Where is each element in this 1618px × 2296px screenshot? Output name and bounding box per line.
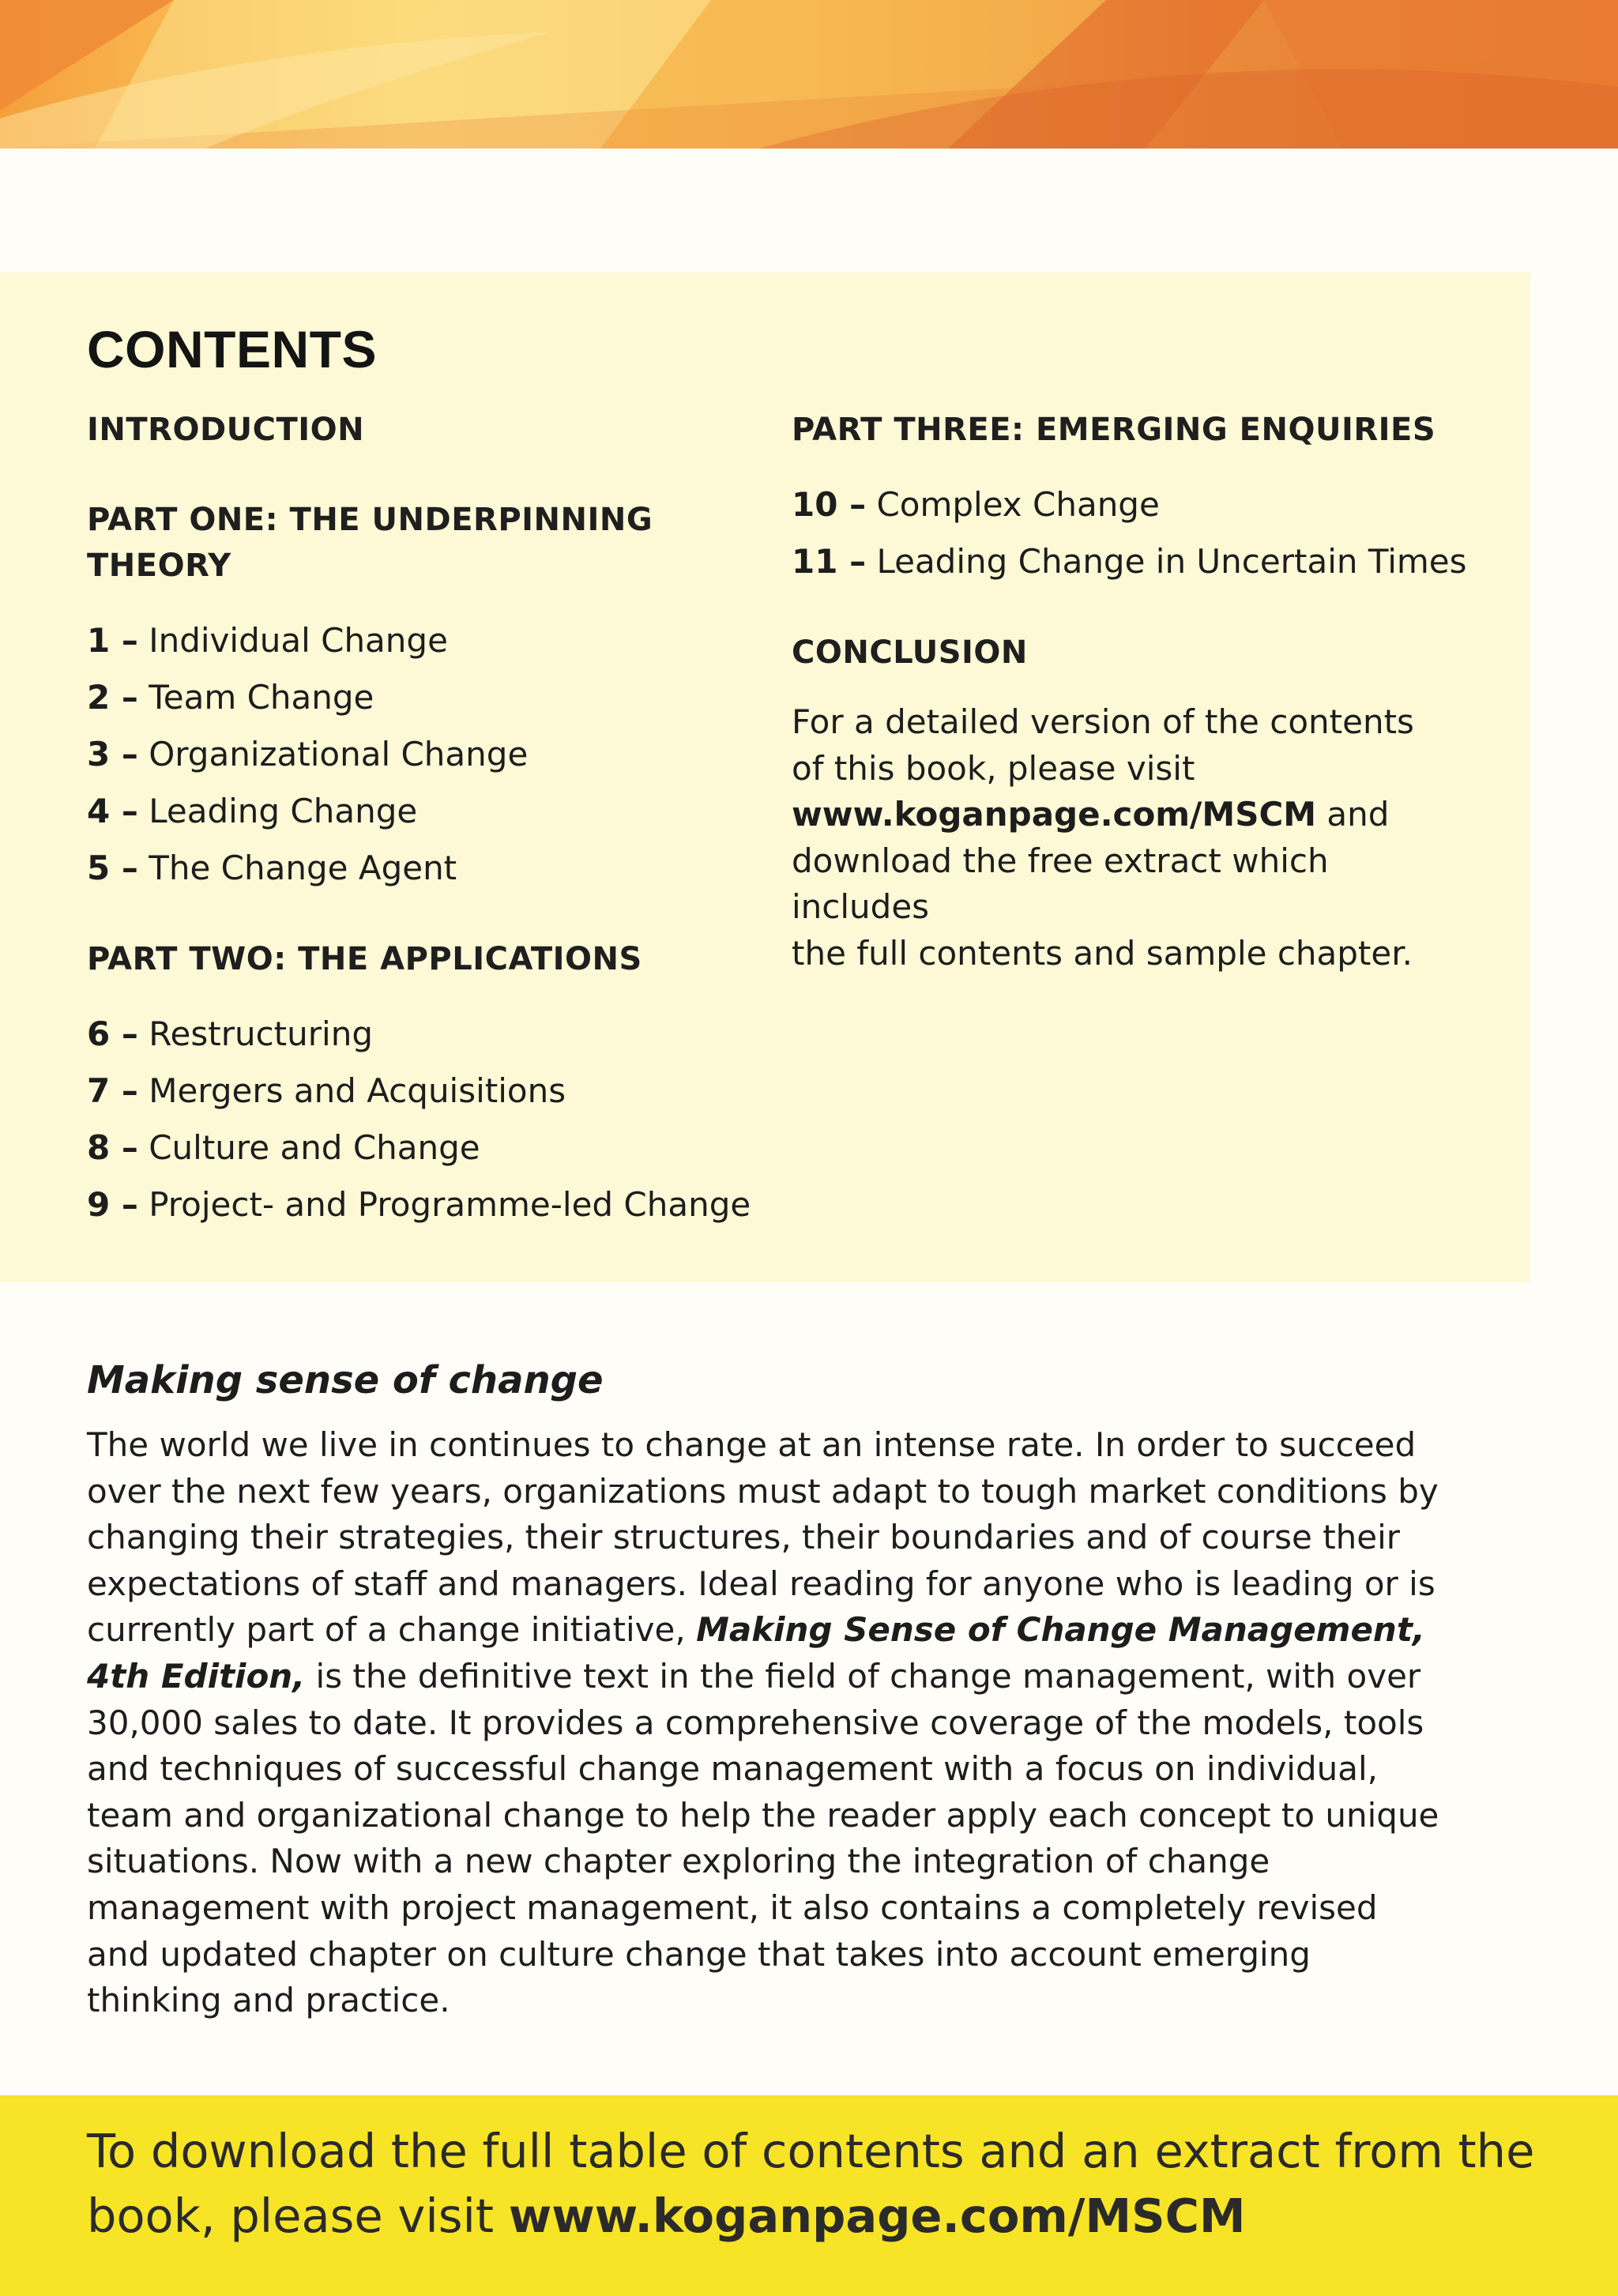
part-one-heading <box>87 497 758 589</box>
conclusion-heading: CONCLUSION <box>792 634 1028 671</box>
chapter-number: 8 – <box>87 1128 138 1167</box>
chapter-title: Team Change <box>149 678 374 717</box>
about-body-intro: The world we live in continues to change at an intense rate. In order to succeed over the next few years, organizations must adapt to tough market conditions by changing their strategies, their structures, their boundaries and of course their expectations of staff and managers. Ideal reading for anyone who is leading or is currently part of a change initiative, <box>87 1425 1439 1650</box>
chapter-number: 4 – <box>87 792 138 830</box>
detail-line-4: download the free extract which includes <box>792 841 1329 926</box>
detail-line-5: the full contents and sample chapter. <box>792 933 1413 973</box>
chapter-6 <box>87 1006 758 1063</box>
part-three-heading: PART THREE: EMERGING ENQUIRIES <box>792 412 1436 448</box>
footer-text <box>87 2119 1588 2249</box>
header-banner <box>0 0 1618 149</box>
chapter-title: Complex Change <box>876 485 1160 524</box>
detailed-contents-note <box>792 699 1463 977</box>
contents-right-column <box>792 407 1467 977</box>
chapter-number: 2 – <box>87 678 138 717</box>
detail-line-1: For a detailed version of the contents <box>792 702 1414 741</box>
chapter-title: Organizational Change <box>149 735 529 773</box>
chapter-7 <box>87 1063 758 1120</box>
chapter-title: Culture and Change <box>149 1128 480 1167</box>
contents-title: CONTENTS <box>87 320 377 378</box>
detail-url-link[interactable]: www.koganpage.com/MSCM <box>792 795 1317 834</box>
chapter-number: 1 – <box>87 621 138 660</box>
chapter-number: 7 – <box>87 1071 138 1110</box>
chapter-2 <box>87 669 758 726</box>
about-section <box>87 1353 1446 2024</box>
chapter-title: Restructuring <box>149 1014 373 1053</box>
about-body <box>87 1422 1446 2024</box>
chapter-number: 9 – <box>87 1185 138 1224</box>
footer-line-2-prefix: book, please visit <box>87 2189 509 2243</box>
footer-banner <box>0 2095 1618 2296</box>
chapter-3 <box>87 726 758 783</box>
footer-url-link[interactable]: www.koganpage.com/MSCM <box>508 2189 1246 2243</box>
detail-line-2: of this book, please visit <box>792 748 1195 788</box>
introduction-heading: INTRODUCTION <box>87 412 365 448</box>
part-one-heading-line1: PART ONE: THE UNDERPINNING <box>87 502 653 538</box>
about-body-rest: is the definitive text in the field of change management, with over 30,000 sales to date. It provides a comprehensive coverage of the models, tools and techniques of successful change management with a focus on individual, team and organizational change to help the reader apply each concept to unique situations. Now with a new chapter exploring the integration of change management with project management, it also contains a completely revised and updated chapter on culture change that takes into account emerging thinking and practice. <box>87 1656 1439 2020</box>
chapter-title: Project- and Programme-led Change <box>149 1185 751 1224</box>
chapter-9 <box>87 1176 758 1233</box>
part-two-heading: PART TWO: THE APPLICATIONS <box>87 941 642 977</box>
chapter-4 <box>87 783 758 840</box>
footer-line-1: To download the full table of contents and an extract from the <box>87 2124 1535 2178</box>
chapter-title: Individual Change <box>149 621 448 660</box>
detail-after-url: and <box>1316 795 1390 834</box>
chapter-number: 6 – <box>87 1014 138 1053</box>
chapter-title: The Change Agent <box>149 849 457 887</box>
chapter-number: 11 – <box>792 542 867 581</box>
chapter-number: 5 – <box>87 849 138 887</box>
part-one-heading-line2: THEORY <box>87 548 231 584</box>
banner-artwork <box>0 0 1618 149</box>
chapter-number: 10 – <box>792 485 867 524</box>
chapter-title: Leading Change <box>149 792 418 830</box>
chapter-1 <box>87 612 758 669</box>
chapter-number: 3 – <box>87 735 138 773</box>
about-heading: Making sense of change <box>87 1358 604 1402</box>
chapter-title: Mergers and Acquisitions <box>149 1071 566 1110</box>
chapter-11 <box>792 533 1467 590</box>
book-title: Making Sense of Change Management, 4th Edition, <box>87 1610 1425 1696</box>
chapter-10 <box>792 476 1463 533</box>
chapter-8 <box>87 1120 758 1176</box>
contents-left-column <box>87 407 758 1233</box>
chapter-5 <box>87 840 758 897</box>
chapter-title: Leading Change in Uncertain Times <box>876 542 1467 581</box>
